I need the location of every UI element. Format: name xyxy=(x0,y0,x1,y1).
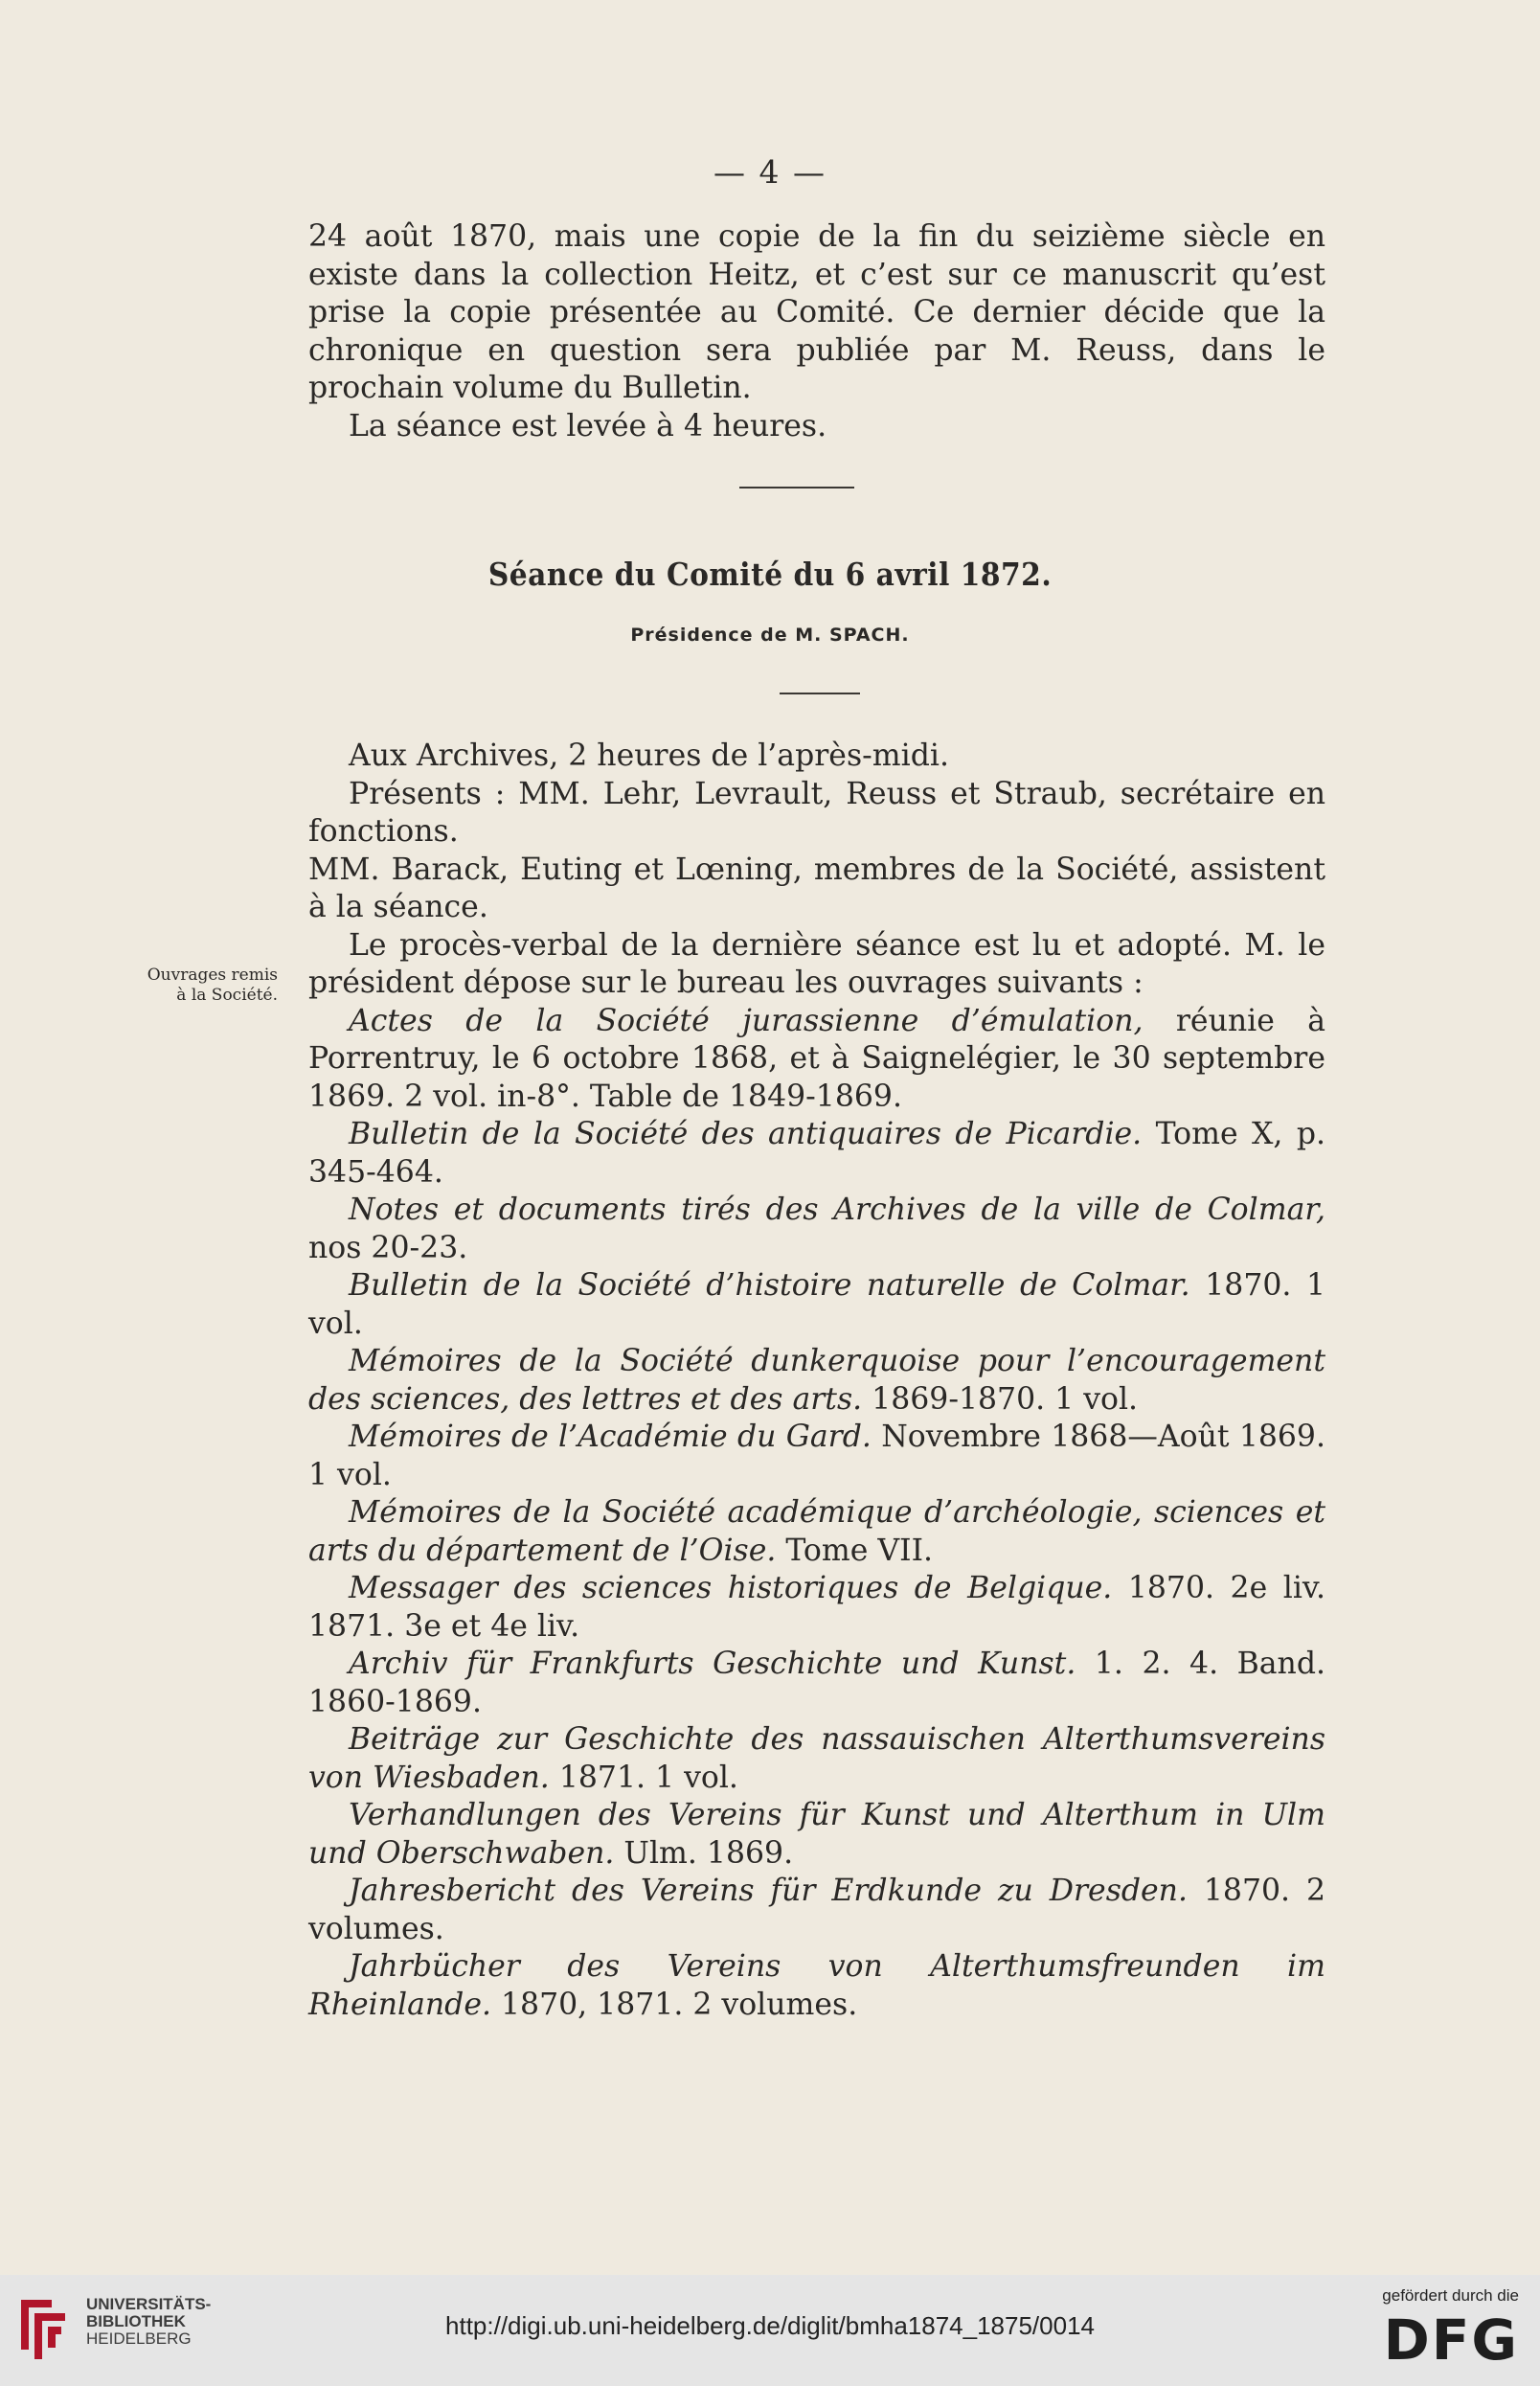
work-details: Novembre 1868—Août 1869. 1 vol. xyxy=(308,1420,1325,1492)
library-line-1: UNIVERSITÄTS- xyxy=(86,2295,212,2313)
work-title: Mémoires de l’Académie du Gard. xyxy=(349,1420,872,1454)
work-title: Bulletin de la Société des antiquaires de Picardie. xyxy=(349,1117,1143,1151)
work-details: réunie à Porrentruy, le 6 octobre 1868, et à Saignelégier, le 30 septembre 1869. 2 vol. in-8°. Table de 1849-1869. xyxy=(308,1003,1326,1114)
minutes-block xyxy=(308,738,1325,2024)
paragraph-presents: Présents : MM. Lehr, Levrault, Reuss et Straub, secrétaire en fonctions. xyxy=(308,776,1325,849)
work-details: 1869-1870. 1 vol. xyxy=(862,1381,1139,1417)
work-title: Mémoires de la Société dunkerquoise pour l’encouragement des sciences, des lettres et des arts. xyxy=(308,1344,1325,1417)
work-entry xyxy=(308,1343,1325,1419)
work-entry xyxy=(308,1267,1325,1343)
work-details: 1871. 1 vol. xyxy=(549,1760,738,1795)
work-details: 1870. 2e liv. 1871. 3e et 4e liv. xyxy=(308,1571,1325,1644)
work-entry xyxy=(308,1192,1325,1267)
work-details: 1. 2. 4. Band. 1860-1869. xyxy=(308,1647,1326,1719)
library-line-3: HEIDELBERG xyxy=(86,2329,192,2348)
funded-by-text: gefördert durch die xyxy=(1382,2286,1519,2305)
dfg-logo: DFG xyxy=(1383,2307,1519,2373)
work-details: Tome X, p. 345-464. xyxy=(308,1117,1325,1190)
work-entry xyxy=(308,1419,1325,1494)
paragraph-archives: Aux Archives, 2 heures de l’après-midi. xyxy=(349,739,949,773)
work-entry xyxy=(308,1116,1325,1192)
work-entry xyxy=(308,1646,1325,1721)
work-entry xyxy=(308,1570,1325,1646)
work-details: Tome VII. xyxy=(776,1533,934,1568)
section-heading: Séance du Comité du 6 avril 1872. xyxy=(487,556,1053,593)
work-entry xyxy=(308,1797,1325,1873)
work-title: Beiträge zur Geschichte des nassauischen Alterthumsvereins von Wiesbaden. xyxy=(308,1722,1325,1795)
work-entry xyxy=(308,1948,1325,2024)
footer-bar xyxy=(0,2275,1540,2386)
paragraph-membres: MM. Barack, Euting et Lœning, membres de la Société, assistent à la séance. xyxy=(308,852,1325,924)
work-title: Verhandlungen des Vereins für Kunst und Alterthum in Ulm und Oberschwaben. xyxy=(308,1798,1325,1871)
library-line-2: BIBLIOTHEK xyxy=(86,2312,186,2330)
work-entry xyxy=(308,1494,1325,1570)
document-url[interactable]: http://digi.ub.uni-heidelberg.de/diglit/bmha1874_1875/0014 xyxy=(445,2311,1095,2340)
work-details: 1870, 1871. 2 volumes. xyxy=(490,1987,858,2022)
work-entry xyxy=(308,1721,1325,1797)
paragraph-closing: La séance est levée à 4 heures. xyxy=(349,408,827,443)
paragraph-chronicle: 24 août 1870, mais une copie de la fin du seizième siècle en existe dans la collection Heitz, et c’est sur ce manuscrit qu’est prise la copie présentée au Comité. Ce dernier décide que la chronique en question sera publiée par M. Reuss, dans le prochain volume du Bulletin. xyxy=(308,219,1325,405)
work-details: nos 20-23. xyxy=(308,1230,468,1265)
page-number: — 4 — xyxy=(713,153,827,191)
work-entry xyxy=(308,1873,1325,1948)
work-entry xyxy=(308,1003,1325,1117)
work-title: Notes et documents tirés des Archives de la ville de Colmar, xyxy=(349,1193,1325,1227)
work-title: Archiv für Frankfurts Geschichte und Kunst. xyxy=(349,1647,1076,1681)
work-title: Messager des sciences historiques de Belgique. xyxy=(349,1571,1113,1605)
work-title: Actes de la Société jurassienne d’émulation, xyxy=(349,1003,1144,1038)
work-details: 1870. 2 volumes. xyxy=(308,1874,1325,1946)
margin-note: Ouvrages remis à la Société. xyxy=(147,966,278,1005)
paragraph-proces-verbal: Le procès-verbal de la dernière séance est lu et adopté. M. le président dépose sur le bureau les ouvrages suivants : xyxy=(308,927,1325,1000)
work-details: 1870. 1 vol. xyxy=(308,1268,1326,1341)
work-title: Mémoires de la Société académique d’archéologie, sciences et arts du département de l’Oise. xyxy=(308,1495,1325,1568)
work-title: Jahresbericht des Vereins für Erdkunde zu Dresden. xyxy=(349,1874,1188,1908)
work-title: Bulletin de la Société d’histoire naturelle de Colmar. xyxy=(349,1268,1190,1303)
work-title: Jahrbücher des Vereins von Alterthumsfreunden im Rheinlande. xyxy=(308,1949,1325,2022)
works-list xyxy=(308,1003,1325,2025)
separator-rule xyxy=(739,487,854,489)
presidence-subheading: Présidence de M. SPACH. xyxy=(630,625,910,646)
short-separator-rule xyxy=(780,693,860,694)
work-details: Ulm. 1869. xyxy=(614,1835,794,1871)
intro-block xyxy=(308,218,1325,445)
